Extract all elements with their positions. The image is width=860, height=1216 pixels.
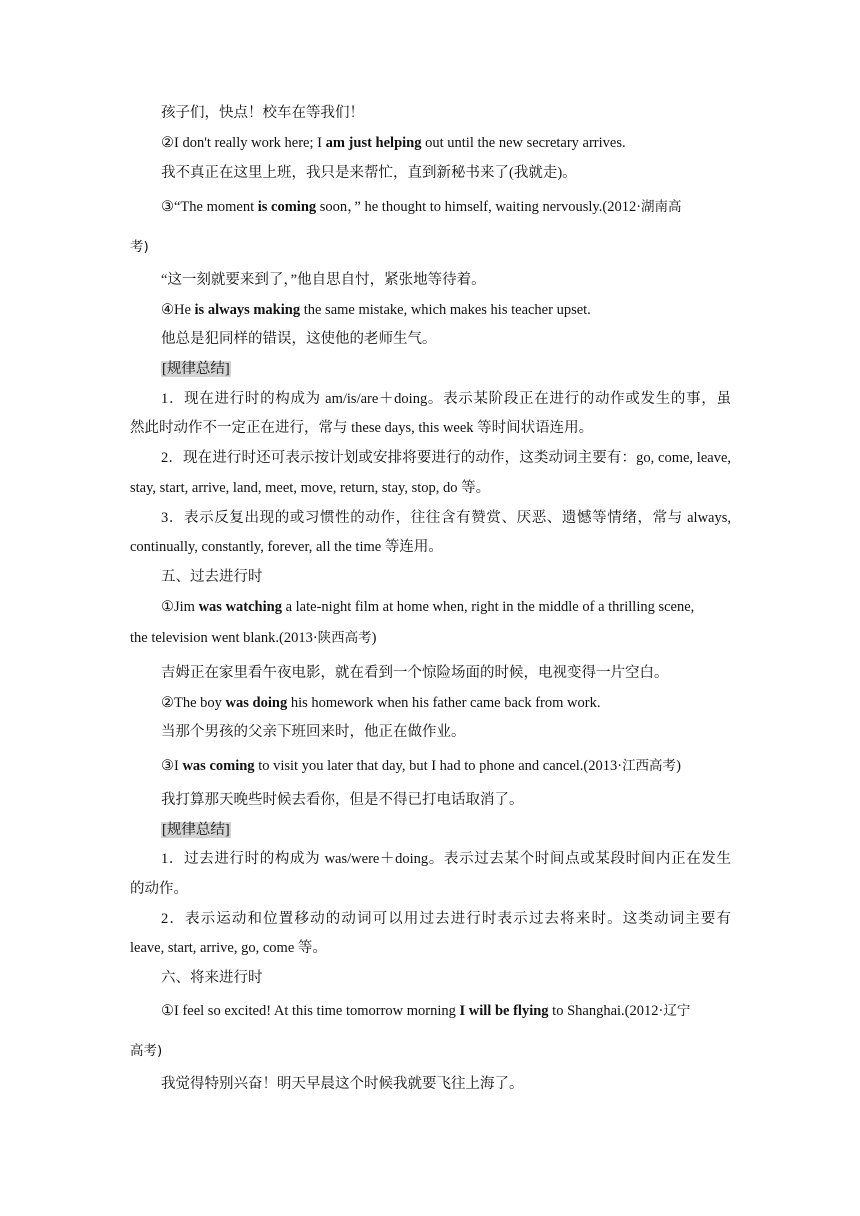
highlighted-verb: was doing [225, 695, 288, 711]
rule-summary-tag: [规律总结] [162, 361, 230, 377]
highlighted-verb: am just helping [325, 135, 422, 151]
rule-text: 2．表示运动和位置移动的动词可以用过去进行时表示过去将来时。这类动词主要有 [161, 911, 731, 927]
rule-text: continually, constantly, forever, all the time 等连用。 [130, 539, 443, 555]
highlighted-verb: was watching [198, 599, 282, 615]
section-heading: 五、过去进行时 [161, 569, 263, 585]
source-label: 陕西高考 [317, 630, 372, 646]
translation-line: 他总是犯同样的错误，这使他的老师生气。 [161, 331, 437, 347]
text-line: 孩子们，快点！校车在等我们！ [161, 105, 364, 121]
rule-text: 然此时动作不一定正在进行，常与 these days, this week 等时间状语连用。 [130, 420, 594, 436]
source-label: 考) [130, 239, 149, 255]
example-sentence: ③“The moment is coming soon，” he thought to himself, waiting nervously.(2012·湖南高 [161, 199, 682, 215]
source-label: 江西高考 [622, 758, 677, 774]
translation-line: 吉姆正在家里看午夜电影，就在看到一个惊险场面的时候，电视变得一片空白。 [161, 665, 669, 681]
rule-text: stay, start, arrive, land, meet, move, return, stay, stop, do 等。 [130, 480, 491, 496]
example-sentence: ②The boy was doing his homework when his father came back from work. [161, 695, 601, 711]
translation-line: 当那个男孩的父亲下班回来时，他正在做作业。 [161, 724, 466, 740]
translation-line: 我打算那天晚些时候去看你，但是不得已打电话取消了。 [161, 792, 524, 808]
highlighted-verb: is coming [257, 199, 317, 215]
example-sentence: ④He is always making the same mistake, which makes his teacher upset. [161, 302, 591, 318]
highlighted-verb: I will be flying [459, 1003, 549, 1019]
example-sentence: ③I was coming to visit you later that day, but I had to phone and cancel.(2013·江西高考) [161, 758, 681, 774]
source-label: 湖南高 [641, 199, 682, 215]
rule-text: 1．过去进行时的构成为 was/were＋doing。表示过去某个时间点或某段时间内正在发生 [161, 851, 731, 867]
rule-text: leave, start, arrive, go, come 等。 [130, 940, 327, 956]
rule-text: 2．现在进行时还可表示按计划或安排将要进行的动作，这类动词主要有：go, come, leave, [161, 450, 731, 466]
source-label: 高考) [130, 1043, 163, 1059]
highlighted-verb: is always making [194, 302, 301, 318]
rule-summary-tag: [规律总结] [162, 822, 230, 838]
example-sentence: the television went blank.(2013·陕西高考) [130, 630, 377, 646]
source-label: 辽宁 [663, 1003, 691, 1019]
example-sentence: ①I feel so excited! At this time tomorrow morning I will be flying to Shanghai.(2012·辽宁 [161, 1003, 691, 1019]
highlighted-verb: was coming [182, 758, 255, 774]
example-sentence: ②I don't really work here; I am just helping out until the new secretary arrives. [161, 135, 626, 151]
rule-text: 3．表示反复出现的或习惯性的动作，往往含有赞赏、厌恶、遗憾等情绪，常与 always, [161, 510, 731, 526]
rule-text: 1．现在进行时的构成为 am/is/are＋doing。表示某阶段正在进行的动作或发生的事，虽 [161, 391, 731, 407]
example-sentence: ①Jim was watching a late-night film at home when, right in the middle of a thrilling scene, [161, 599, 695, 615]
translation-line: 我不真正在这里上班，我只是来帮忙，直到新秘书来了(我就走)。 [161, 165, 577, 181]
translation-line: 我觉得特别兴奋！明天早晨这个时候我就要飞往上海了。 [161, 1076, 524, 1092]
rule-text: 的动作。 [130, 881, 188, 897]
translation-line: “这一刻就要来到了，”他自思自忖，紧张地等待着。 [161, 272, 486, 288]
section-heading: 六、将来进行时 [161, 970, 263, 986]
